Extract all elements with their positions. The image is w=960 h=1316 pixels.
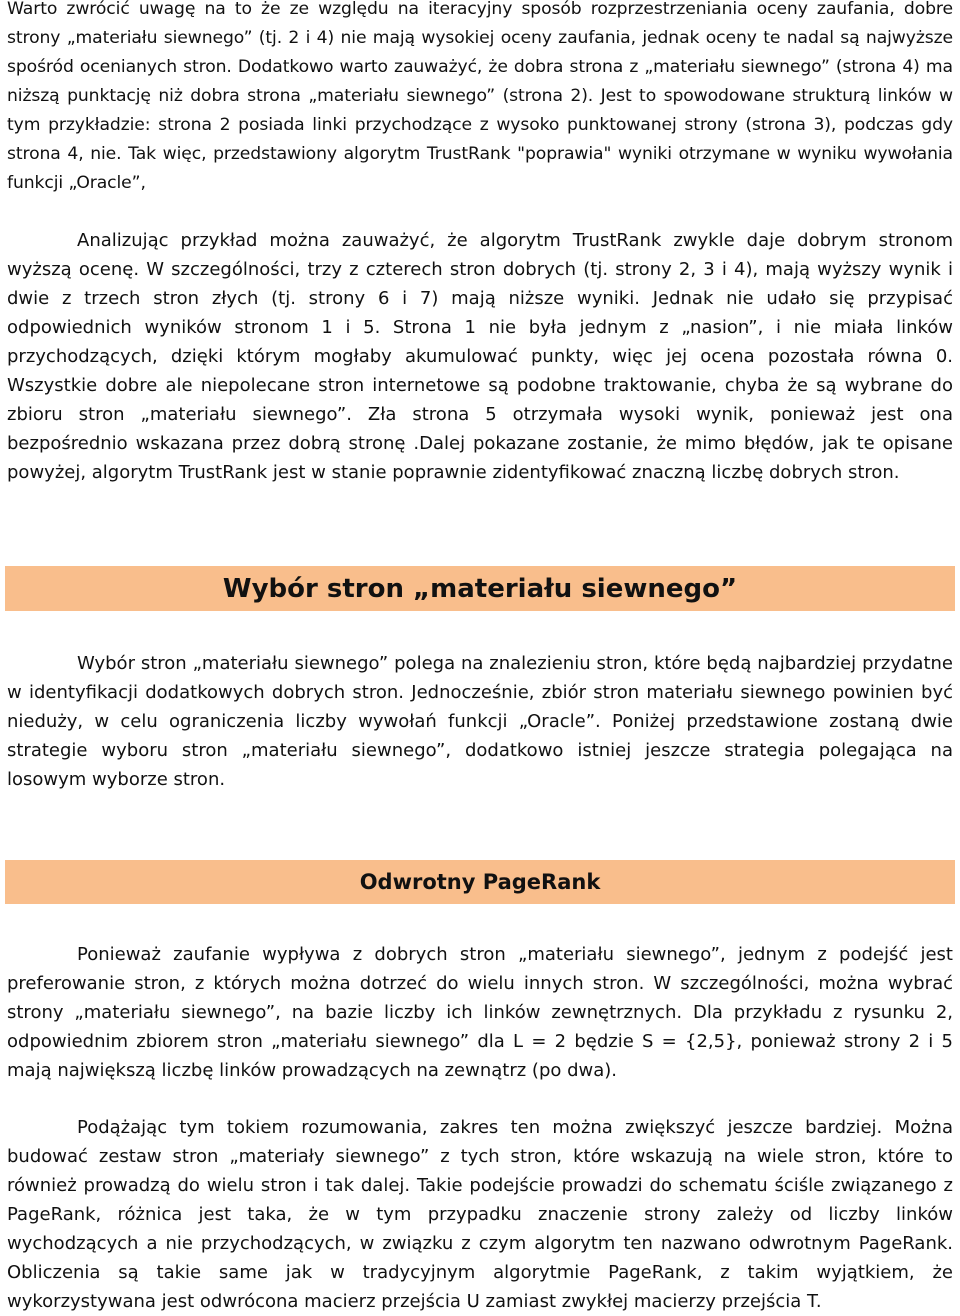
paragraph-inverse-pagerank-details: Podążając tym tokiem rozumowania, zakres ten można zwiększyć jeszcze bardziej. Można budować zestaw stron „materiały siewnego” z tych stron, które wskazują na wiele stron, które to również prowadzą do wielu stron i tak dalej. Takie podejście prowadzi do schematu ściśle związanego z PageRank, różnica jest taka, że w tym przypadku znaczenie strony zależy od liczby linków wychodzących a nie przychodzących, w związku z czym algorytm ten nazwano odwrotnym PageRank. Obliczenia są takie same jak w tradycyjnym algorytmie PageRank, z takim wyjątkiem, że wykorzystywana jest odwrócona macierz przejścia U zamiast zwykłej macierzy przejścia T. xyxy=(7,1117,953,1312)
paragraph-inverse-pagerank-intro: Ponieważ zaufanie wypływa z dobrych stron „materiału siewnego”, jednym z podejść jest preferowanie stron, z których można dotrzeć do wielu innych stron. W szczególności, można wybrać strony „materiału siewnego”, na bazie liczby ich linków zewnętrznych. Dla przykładu z rysunku 2, odpowiednim zbiorem stron „materiału siewnego” dla L = 2 będzie S = {2,5}, ponieważ strony 2 i 5 mają największą liczbę linków prowadzących na zewnątrz (po dwa). xyxy=(7,944,953,1081)
paragraph-trustrank-analysis: Analizując przykład można zauważyć, że algorytm TrustRank zwykle daje dobrym stronom wyższą ocenę. W szczególności, trzy z czterech stron dobrych (tj. strony 2, 3 i 4), mają wyższy wynik i dwie z trzech stron złych (tj. strony 6 i 7) mają niższe wyniki. Jednak nie udało się przypisać odpowiednich wyników stronom 1 i 5. Strona 1 nie była jednym z „nasion”, i nie miała linków przychodzących, dzięki którym mogłaby akumulować punkty, więc jej ocena pozostała równa 0. Wszystkie dobre ale niepolecane stron internetowe są podobne traktowanie, chyba że są wybrane do zbioru stron „materiału siewnego”. Zła strona 5 otrzymała wysoki wynik, ponieważ jest ona bezpośrednio wskazana przez dobrą stronę .Dalej pokazane zostanie, że mimo błędów, jak te opisane powyżej, algorytm TrustRank jest w stanie poprawnie zidentyfikować znaczną liczbę dobrych stron. xyxy=(7,230,953,483)
paragraph-seed-selection: Wybór stron „materiału siewnego” polega na znalezieniu stron, które będą najbardziej przydatne w identyfikacji dodatkowych dobrych stron. Jednocześnie, zbiór stron materiału siewnego powinien być nieduży, w celu ograniczenia liczby wywołań funkcji „Oracle”. Poniżej przedstawione zostaną dwie strategie wyboru stron „materiału siewnego”, dodatkowo istniej jeszcze strategia polegająca na losowym wyborze stron. xyxy=(7,653,953,790)
section-heading-band xyxy=(5,566,955,611)
paragraph-trustrank-trust-propagation: Warto zwrócić uwagę na to że ze względu na iteracyjny sposób rozprzestrzeniania oceny zaufania, dobre strony „materiału siewnego” (tj. 2 i 4) nie mają wysokiej oceny zaufania, jednak oceny te nadal są najwyższe spośród ocenianych stron. Dodatkowo warto zauważyć, że dobra strona z „materiału siewnego” (strona 4) ma niższą punktację niż dobra strona „materiału siewnego” (strona 2). Jest to spowodowane strukturą linków w tym przykładzie: strona 2 posiada linki przychodzące z wysoko punktowanej strony (strona 3), podczas gdy strona 4, nie. Tak więc, przedstawiony algorytm TrustRank "poprawia" wyniki otrzymane w wyniku wywołania funkcji „Oracle”, xyxy=(7,0,953,193)
section-heading-band xyxy=(5,860,955,904)
section-title-seed-selection: Wybór stron „materiału siewnego” xyxy=(222,573,738,604)
section-title-inverse-pagerank: Odwrotny PageRank xyxy=(359,870,601,894)
